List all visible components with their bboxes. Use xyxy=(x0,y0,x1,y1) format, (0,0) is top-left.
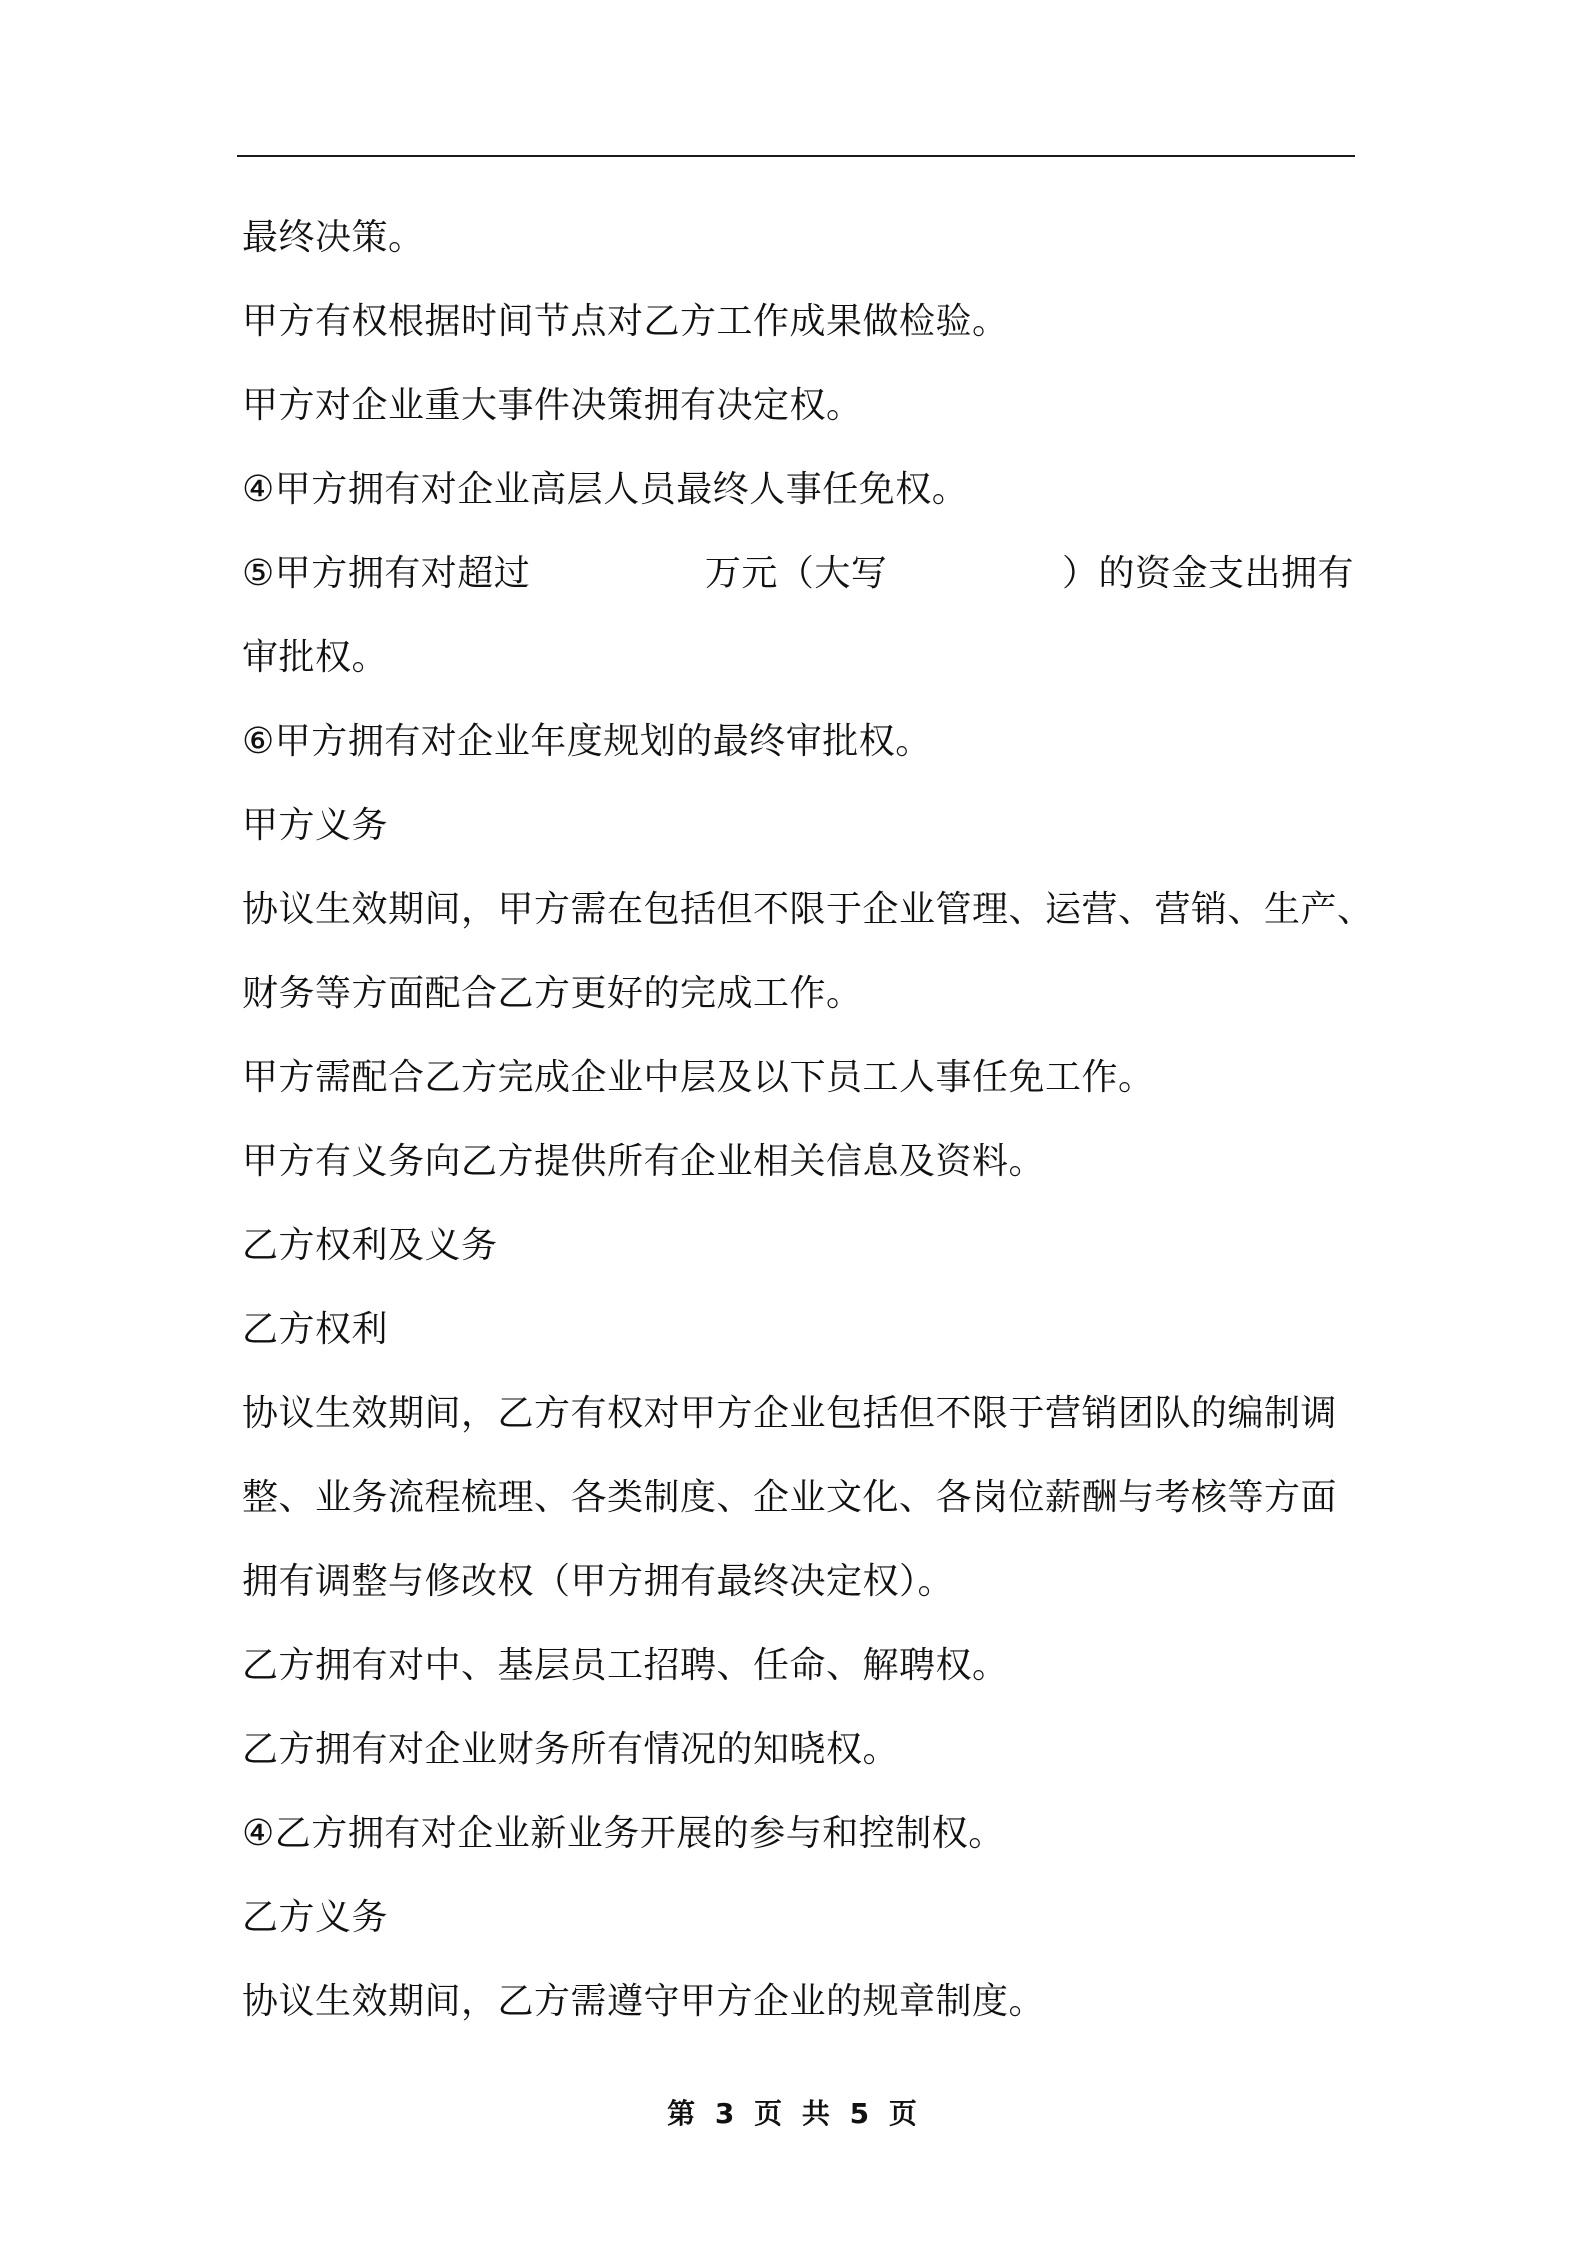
paragraph-line: 拥有调整与修改权（甲方拥有最终决定权）。 xyxy=(242,1561,955,1602)
section-heading: 甲方义务 xyxy=(242,805,389,846)
header-rule xyxy=(237,155,1355,157)
paragraph-line: 整、业务流程梳理、各类制度、企业文化、各岗位薪酬与考核等方面 xyxy=(242,1477,1338,1518)
paragraph-line: 财务等方面配合乙方更好的完成工作。 xyxy=(242,973,863,1014)
text-segment: 万元（大写 xyxy=(704,553,888,594)
paragraph-line: ⑥甲方拥有对企业年度规划的最终审批权。 xyxy=(242,721,932,762)
paragraph-line: 协议生效期间，乙方需遵守甲方企业的规章制度。 xyxy=(242,1981,1046,2022)
section-heading: 乙方权利及义务 xyxy=(242,1225,498,1266)
paragraph-line: 甲方有权根据时间节点对乙方工作成果做检验。 xyxy=(242,301,1009,342)
paragraph-line: 协议生效期间，甲方需在包括但不限于企业管理、运营、营销、生产、 xyxy=(242,889,1374,930)
paragraph-line: 乙方拥有对中、基层员工招聘、任命、解聘权。 xyxy=(242,1645,1009,1686)
document-body xyxy=(242,196,1374,2044)
paragraph-line: 甲方有义务向乙方提供所有企业相关信息及资料。 xyxy=(242,1141,1046,1182)
section-heading: 乙方义务 xyxy=(242,1897,389,1938)
paragraph-line: 甲方对企业重大事件决策拥有决定权。 xyxy=(242,385,863,426)
paragraph-line: 甲方需配合乙方完成企业中层及以下员工人事任免工作。 xyxy=(242,1057,1155,1098)
paragraph-line: 最终决策。 xyxy=(242,217,425,258)
text-segment: ⑤甲方拥有对超过 xyxy=(242,553,531,594)
paragraph-line-with-blanks xyxy=(242,532,1354,616)
text-segment: ）的资金支出拥有 xyxy=(1061,553,1354,594)
section-heading: 乙方权利 xyxy=(242,1309,389,1350)
paragraph-line: ④甲方拥有对企业高层人员最终人事任免权。 xyxy=(242,469,969,510)
paragraph-line: ④乙方拥有对企业新业务开展的参与和控制权。 xyxy=(242,1813,1005,1854)
paragraph-line: 审批权。 xyxy=(242,637,389,678)
paragraph-line: 乙方拥有对企业财务所有情况的知晓权。 xyxy=(242,1729,900,1770)
page-number-footer: 第 3 页 共 5 页 xyxy=(667,2097,919,2130)
paragraph-line: 协议生效期间，乙方有权对甲方企业包括但不限于营销团队的编制调 xyxy=(242,1393,1338,1434)
